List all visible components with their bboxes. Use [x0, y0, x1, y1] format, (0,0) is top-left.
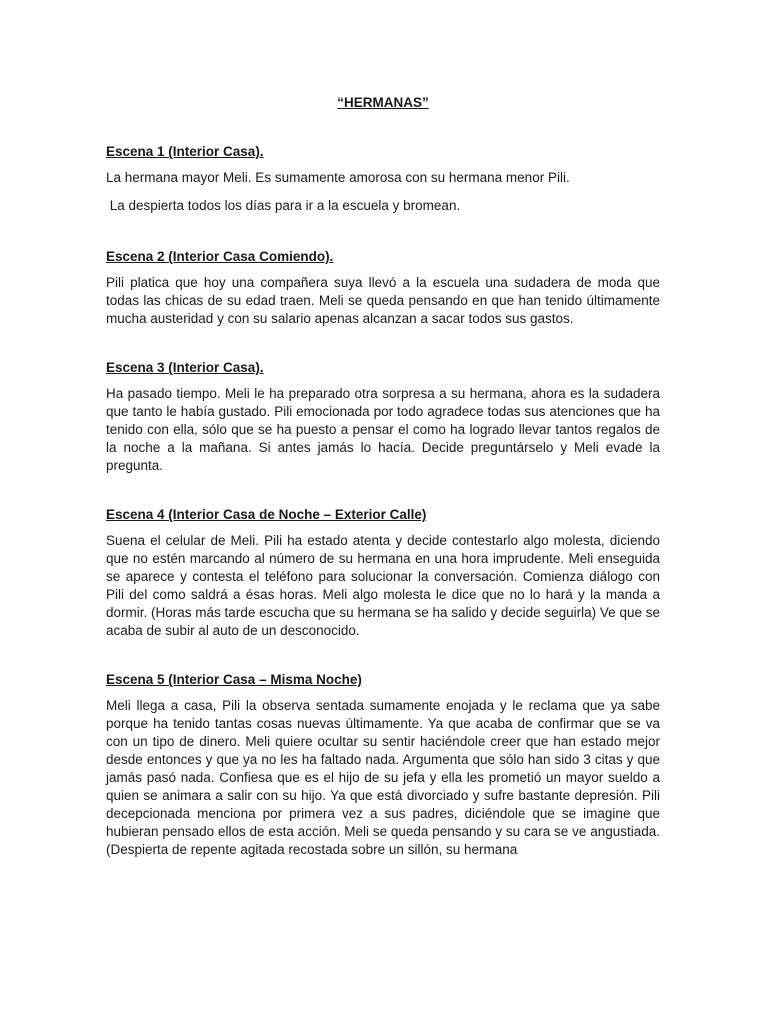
- scene-paragraph: Pili platica que hoy una compañera suya llevó a la escuela una sudadera de moda que todas las chicas de su edad traen. Meli se queda pensando en que han tenido últimamente mucha austeridad y con su salario apenas alcanzan a sacar todos sus gastos.: [106, 275, 660, 326]
- document-title: “HERMANAS”: [337, 95, 429, 110]
- scene-3: [106, 359, 660, 475]
- scene-heading: Escena 1 (Interior Casa).: [106, 144, 264, 159]
- scene-4: [106, 506, 660, 640]
- scene-paragraph: La hermana mayor Meli. Es sumamente amorosa con su hermana menor Pili.: [106, 170, 570, 185]
- scene-heading: Escena 5 (Interior Casa – Misma Noche): [106, 672, 362, 687]
- scene-paragraph: Meli llega a casa, Pili la observa sentada sumamente enojada y le reclama que ya sabe porque ha tenido tantas cosas nuevas últimamente. Ya que acaba de confirmar que se va con un tipo de dinero. Meli quiere ocultar su sentir haciéndole creer que han estado mejor desde entonces y que ya no les ha faltado nada. Argumenta que sólo han sido 3 citas y que jamás pasó nada. Confiesa que es el hijo de su jefa y ella les prometió un mayor sueldo a quien se animara a salir con su hijo. Ya que está divorciado y sufre bastante depresión. Pili decepcionada menciona por primera vez a sus padres, diciéndole que se imagine que hubieran pensado ellos de esta acción. Meli se queda pensando y su cara se ve angustiada. (Despierta de repente agitada recostada sobre un sillón, su hermana: [106, 698, 660, 857]
- document-body: [106, 94, 660, 890]
- scene-heading: Escena 3 (Interior Casa).: [106, 360, 264, 375]
- scene-heading: Escena 2 (Interior Casa Comiendo).: [106, 249, 334, 264]
- scene-2: [106, 248, 660, 328]
- scene-paragraph: Ha pasado tiempo. Meli le ha preparado otra sorpresa a su hermana, ahora es la sudadera que tanto le había gustado. Pili emocionada por todo agradece todas sus atenciones que ha tenido con ella, sólo que se ha puesto a pensar el como ha logrado llevar tantos regalos de la noche a la mañana. Si antes jamás lo hacía. Decide preguntárselo y Meli evade la pregunta.: [106, 386, 660, 473]
- scene-paragraph: Suena el celular de Meli. Pili ha estado atenta y decide contestarlo algo molesta, diciendo que no estén marcando al número de su hermana en una hora imprudente. Meli enseguida se aparece y contesta el teléfono para solucionar la conversación. Comienza diálogo con Pili del como saldrá a ésas horas. Meli algo molesta le dice que no lo hará y la manda a dormir. (Horas más tarde escucha que su hermana se ha salido y decide seguirla) Ve que se acaba de subir al auto de un desconocido.: [106, 533, 660, 638]
- scene-5: [106, 671, 660, 859]
- scene-heading: Escena 4 (Interior Casa de Noche – Exterior Calle): [106, 507, 427, 522]
- scene-paragraph: La despierta todos los días para ir a la escuela y bromean.: [106, 198, 461, 213]
- scene-1: [106, 143, 660, 215]
